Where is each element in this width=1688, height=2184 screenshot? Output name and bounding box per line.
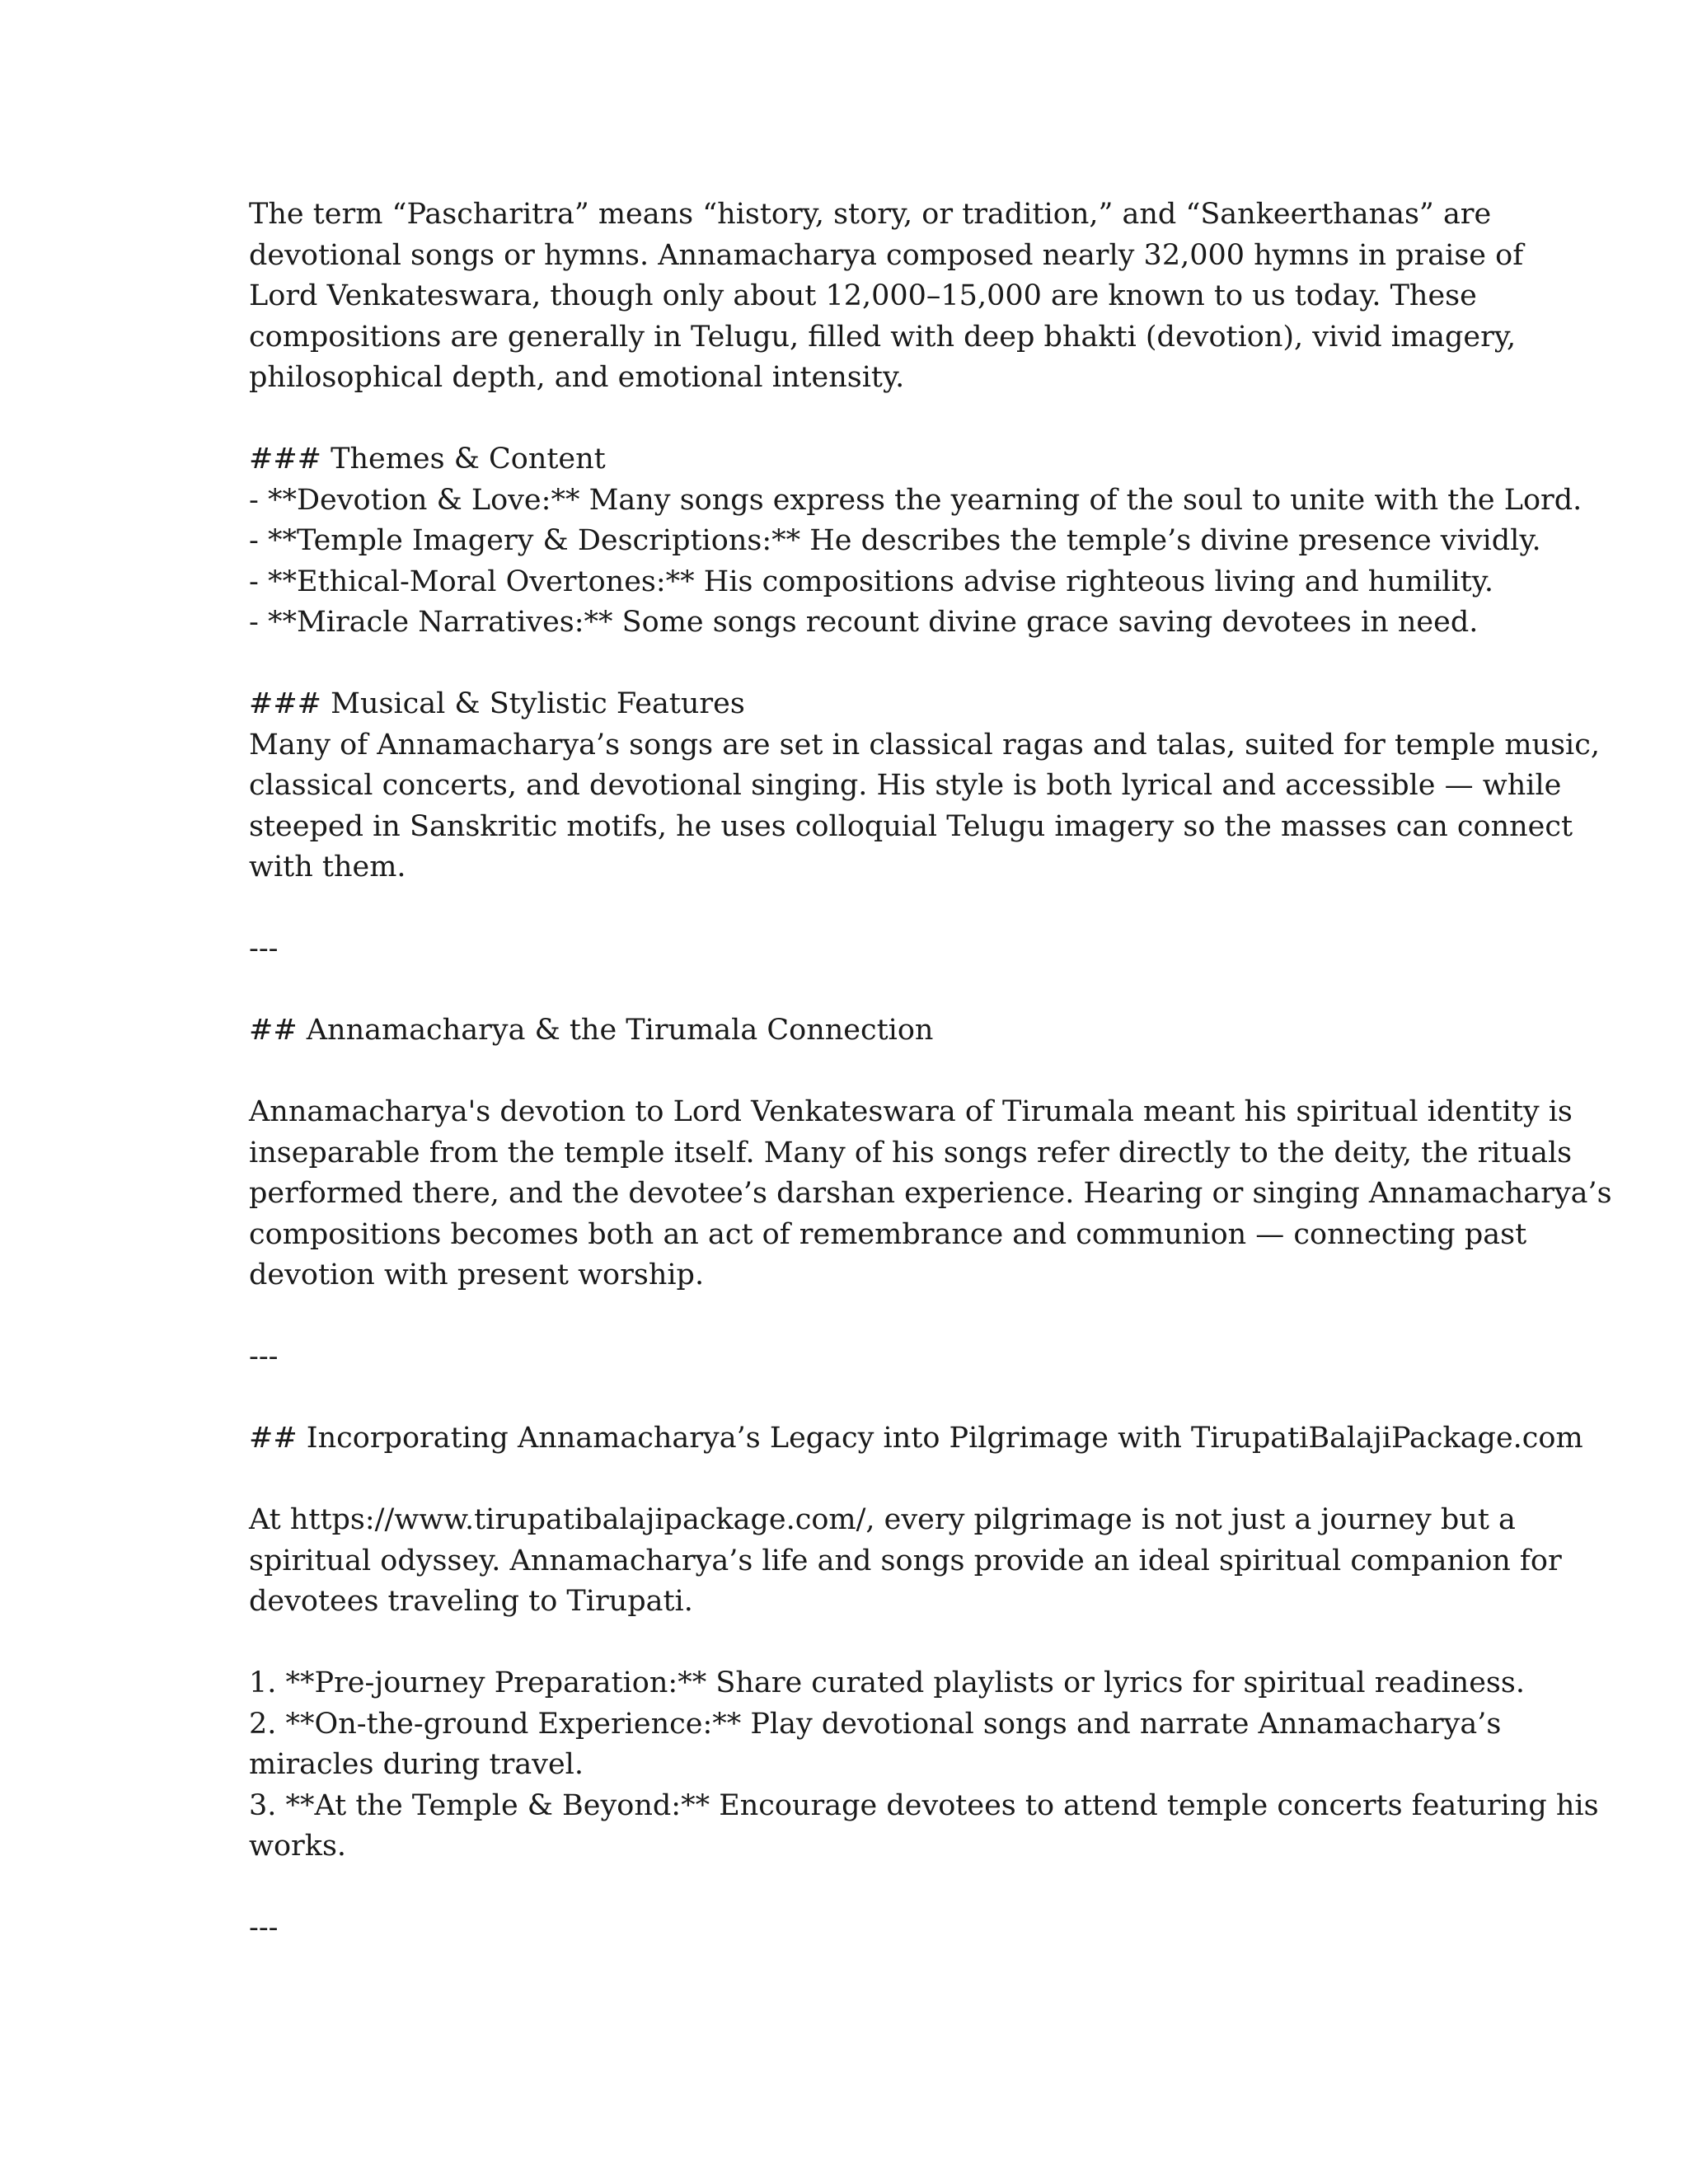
- list-item: 2. **On-the-ground Experience:** Play devotional songs and narrate Annamacharya’s: [249, 1707, 1502, 1741]
- list-item: - **Temple Imagery & Descriptions:** He describes the temple’s divine presence vividly.: [249, 524, 1541, 557]
- musical-heading: ### Musical & Stylistic Features: [249, 687, 745, 720]
- text-line: compositions becomes both an act of remembrance and communion — connecting past: [249, 1217, 1527, 1251]
- text-line: At https://www.tirupatibalajipackage.com/, every pilgrimage is not just a journey but a: [249, 1503, 1516, 1536]
- list-item-continuation: works.: [249, 1830, 347, 1863]
- blank-line: [249, 888, 1452, 930]
- steps-list: [249, 1663, 1599, 1868]
- themes-list: [249, 480, 1582, 644]
- separator: ---: [249, 1911, 279, 1944]
- text-line: devotion with present worship.: [249, 1258, 705, 1291]
- legacy-heading: ## Incorporating Annamacharya’s Legacy into Pilgrimage with TirupatiBalajiPackage.com: [249, 1422, 1583, 1455]
- list-item: 3. **At the Temple & Beyond:** Encourage devotees to attend temple concerts featuring his: [249, 1788, 1599, 1822]
- text-line: Annamacharya's devotion to Lord Venkateswara of Tirumala meant his spiritual identity is: [249, 1095, 1573, 1128]
- blank-line: [249, 1868, 1452, 1909]
- text-line: devotees traveling to Tirupati.: [249, 1585, 693, 1618]
- list-item-continuation: miracles during travel.: [249, 1748, 584, 1781]
- text-line: performed there, and the devotee’s darshan experience. Hearing or singing Annamacharya’s: [249, 1177, 1612, 1210]
- list-item: 1. **Pre-journey Preparation:** Share curated playlists or lyrics for spiritual readiness.: [249, 1666, 1525, 1699]
- separator: ---: [249, 1340, 279, 1373]
- blank-line: [249, 970, 1452, 1011]
- text-line: inseparable from the temple itself. Many of his songs refer directly to the deity, the rituals: [249, 1136, 1573, 1169]
- tirumala-heading: ## Annamacharya & the Tirumala Connection: [249, 1014, 934, 1047]
- text-line: compositions are generally in Telugu, filled with deep bhakti (devotion), vivid imagery,: [249, 320, 1517, 354]
- document-page: [249, 194, 1612, 1949]
- blank-line: [249, 1052, 1452, 1093]
- tirumala-paragraph: [249, 1092, 1612, 1296]
- blank-line: [249, 1296, 1452, 1338]
- text-line: The term “Pascharitra” means “history, story, or tradition,” and “Sankeerthanas” are: [249, 198, 1492, 231]
- themes-heading: ### Themes & Content: [249, 443, 606, 476]
- text-line: Lord Venkateswara, though only about 12,000–15,000 are known to us today. These: [249, 279, 1477, 312]
- text-line: with them.: [249, 851, 406, 883]
- separator: ---: [249, 932, 279, 965]
- list-item: - **Ethical-Moral Overtones:** His compositions advise righteous living and humility.: [249, 565, 1493, 598]
- legacy-paragraph: [249, 1500, 1562, 1623]
- text-line: steeped in Sanskritic motifs, he uses colloquial Telugu imagery so the masses can connect: [249, 809, 1573, 843]
- text-line: devotional songs or hymns. Annamacharya composed nearly 32,000 hymns in praise of: [249, 238, 1524, 272]
- blank-line: [249, 1623, 1452, 1664]
- list-item: - **Miracle Narratives:** Some songs recount divine grace saving devotees in need.: [249, 606, 1479, 639]
- blank-line: [249, 1460, 1452, 1501]
- text-line: spiritual odyssey. Annamacharya’s life and songs provide an ideal spiritual companion for: [249, 1544, 1562, 1577]
- text-line: philosophical depth, and emotional intensity.: [249, 361, 905, 394]
- text-line: classical concerts, and devotional singing. His style is both lyrical and accessible — while: [249, 769, 1562, 802]
- intro-paragraph: [249, 194, 1524, 399]
- blank-line: [249, 1378, 1452, 1419]
- musical-paragraph: [249, 725, 1600, 888]
- blank-line: [249, 399, 1452, 440]
- list-item: - **Devotion & Love:** Many songs express the yearning of the soul to unite with the Lord.: [249, 483, 1582, 517]
- blank-line: [249, 644, 1452, 685]
- text-line: Many of Annamacharya’s songs are set in classical ragas and talas, suited for temple music,: [249, 728, 1600, 762]
